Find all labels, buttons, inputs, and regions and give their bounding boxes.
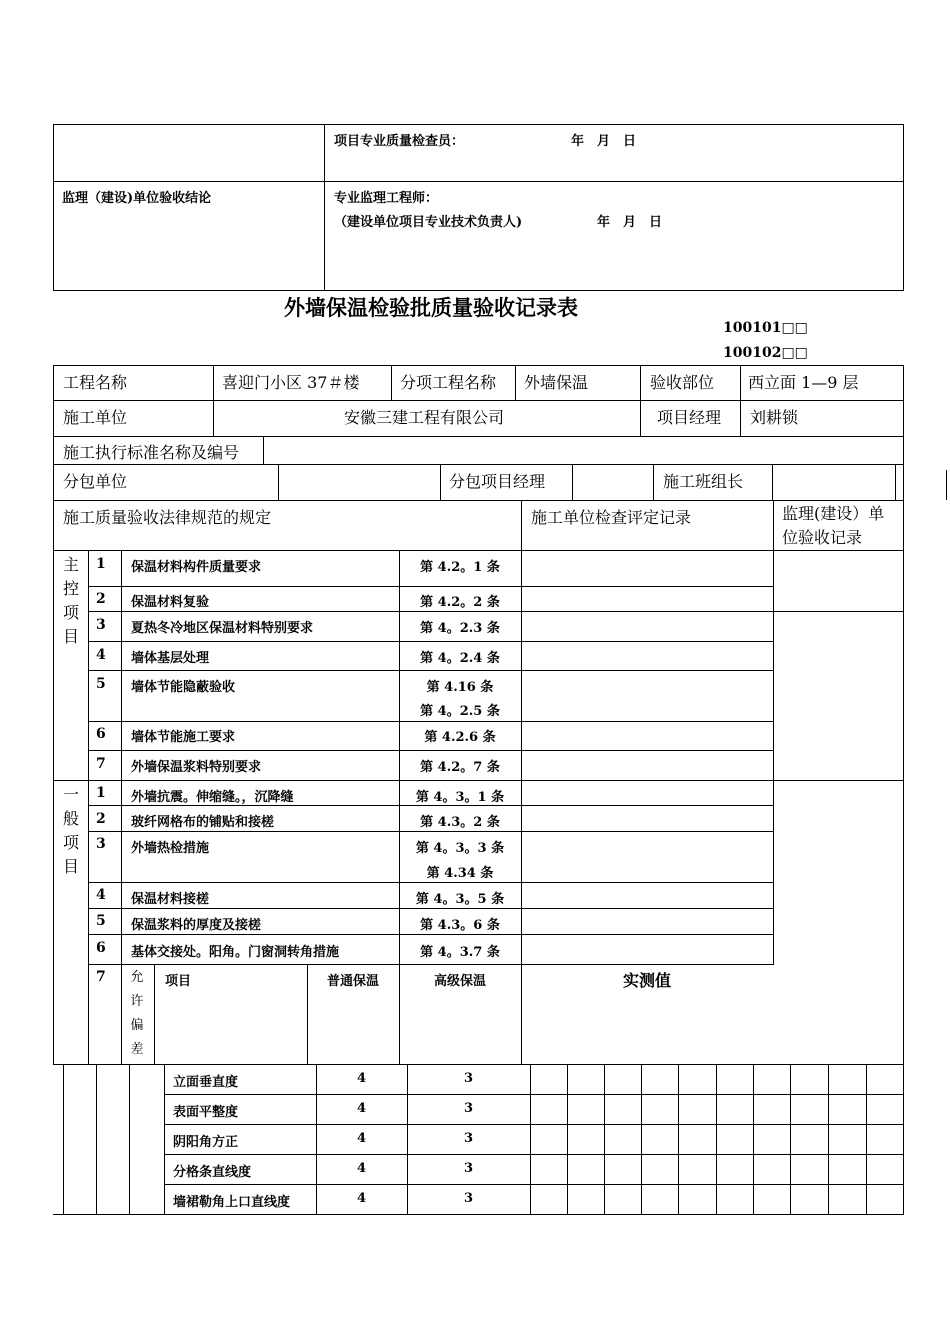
general-row-name: 基体交接处。阳角。门窗洞转角措施 [131, 945, 340, 960]
main-row-name: 夏热冬冷地区保温材料特别要求 [131, 621, 314, 636]
general-row-clause: 第 4.3。6 条 [420, 918, 500, 933]
contractor: 安徽三建工程有限公司 [344, 408, 505, 427]
deviation-row-name: 阴阳角方正 [173, 1135, 239, 1150]
pm-label: 项目经理 [657, 408, 722, 427]
main-row-name: 保温材料构件质量要求 [131, 560, 262, 575]
general-row-name: 外墙热检措施 [131, 841, 210, 856]
supervisor-date: 年 月 日 [597, 215, 663, 230]
general-items-group-label: 一 般 项 目 [62, 785, 79, 876]
general-row-name: 玻纤网格布的铺贴和接槎 [131, 815, 275, 830]
project-name: 喜迎门小区 37＃楼 [222, 373, 360, 392]
acceptance-part-label: 验收部位 [650, 373, 715, 392]
general-row-clause-2: 第 4.34 条 [426, 866, 494, 881]
main-items-group-label: 主 控 项 目 [62, 555, 79, 646]
deviation-no: 7 [96, 969, 106, 985]
main-row-name: 保温材料复验 [131, 595, 210, 610]
deviation-row-normal: 4 [356, 1131, 367, 1146]
general-row-clause: 第 4。3。3 条 [415, 841, 505, 856]
deviation-col-measured: 实测值 [622, 971, 671, 990]
regulation-label: 施工质量验收法律规范的规定 [63, 508, 272, 527]
main-row-clause: 第 4。2.4 条 [420, 651, 500, 666]
main-row-no: 5 [96, 676, 106, 692]
sub-project-label: 分项工程名称 [400, 373, 497, 392]
inspector-date: 年 月 日 [571, 134, 637, 149]
general-row-no: 2 [96, 811, 106, 827]
general-row-clause: 第 4。3。5 条 [415, 892, 505, 907]
deviation-row-normal: 4 [356, 1101, 367, 1116]
main-row-clause: 第 4.2。7 条 [420, 760, 500, 775]
deviation-row-advanced: 3 [463, 1161, 474, 1176]
deviation-row-advanced: 3 [463, 1191, 474, 1206]
main-row-clause: 第 4.2。1 条 [420, 560, 500, 575]
inspector-label: 项目专业质量检查员： [334, 134, 465, 149]
subcontractor-label: 分包单位 [63, 472, 128, 491]
main-row-clause: 第 4.16 条 [426, 680, 494, 695]
deviation-col-item: 项目 [165, 974, 192, 989]
main-row-no: 2 [96, 591, 106, 607]
general-row-name: 保温浆料的厚度及接槎 [131, 918, 262, 933]
general-row-name: 外墙抗震。伸缩缝。，沉降缝 [131, 790, 294, 805]
deviation-row-normal: 4 [356, 1071, 367, 1086]
general-row-no: 5 [96, 913, 106, 929]
main-row-name: 墙体节能施工要求 [131, 730, 236, 745]
standard-label: 施工执行标准名称及编号 [63, 443, 240, 462]
main-row-clause: 第 4.2.6 条 [424, 730, 496, 745]
deviation-row-normal: 4 [356, 1191, 367, 1206]
general-row-clause: 第 4.3。2 条 [420, 815, 500, 830]
main-row-name: 墙体节能隐蔽验收 [131, 680, 236, 695]
deviation-row-normal: 4 [356, 1161, 367, 1176]
deviation-row-name: 立面垂直度 [173, 1075, 239, 1090]
main-row-no: 7 [96, 756, 106, 772]
page-title: 外墙保温检验批质量验收记录表 [284, 295, 578, 320]
owner-label: （建设单位项目专业技术负责人) [334, 215, 523, 230]
acceptance-part: 西立面 1—9 层 [748, 373, 859, 392]
deviation-row-name: 分格条直线度 [173, 1165, 252, 1180]
code-1: 100101□□ [723, 320, 808, 336]
general-row-no: 4 [96, 887, 106, 903]
main-row-clause: 第 4.2。2 条 [420, 595, 500, 610]
deviation-row-advanced: 3 [463, 1131, 474, 1146]
supervision-conclusion-label: 监理（建设)单位验收结论 [62, 191, 212, 206]
general-row-clause: 第 4。3。1 条 [415, 790, 505, 805]
check-record-label: 施工单位检查评定记录 [531, 508, 692, 527]
supervisor-label: 专业监理工程师： [334, 191, 439, 206]
general-row-no: 1 [96, 785, 106, 801]
deviation-col-advanced: 高级保温 [433, 974, 486, 989]
main-row-name: 墙体基层处理 [131, 651, 210, 666]
main-row-clause-2: 第 4。2.5 条 [420, 704, 500, 719]
main-row-name: 外墙保温浆料特别要求 [131, 760, 262, 775]
deviation-col-normal: 普通保温 [326, 974, 379, 989]
supervision-record-label: 监理(建设）单位验收记录 [782, 504, 885, 547]
main-row-clause: 第 4。2.3 条 [420, 621, 500, 636]
sub-pm-label: 分包项目经理 [449, 472, 546, 491]
general-row-no: 3 [96, 836, 106, 852]
main-row-no: 3 [96, 617, 106, 633]
deviation-row-advanced: 3 [463, 1101, 474, 1116]
code-2: 100102□□ [723, 345, 808, 361]
deviation-row-name: 表面平整度 [173, 1105, 239, 1120]
main-row-no: 1 [96, 556, 106, 572]
general-row-clause: 第 4。3.7 条 [420, 945, 500, 960]
main-row-no: 6 [96, 726, 106, 742]
main-row-no: 4 [96, 647, 106, 663]
project-name-label: 工程名称 [63, 373, 128, 392]
sub-project: 外墙保温 [524, 373, 589, 392]
contractor-label: 施工单位 [63, 408, 128, 427]
deviation-row-name: 墙裙勒角上口直线度 [173, 1195, 291, 1210]
deviation-label: 允 许 偏 差 [130, 970, 144, 1057]
pm: 刘耕锁 [750, 408, 799, 427]
deviation-row-advanced: 3 [463, 1071, 474, 1086]
general-row-no: 6 [96, 940, 106, 956]
team-leader-label: 施工班组长 [663, 472, 744, 491]
general-row-name: 保温材料接槎 [131, 892, 210, 907]
